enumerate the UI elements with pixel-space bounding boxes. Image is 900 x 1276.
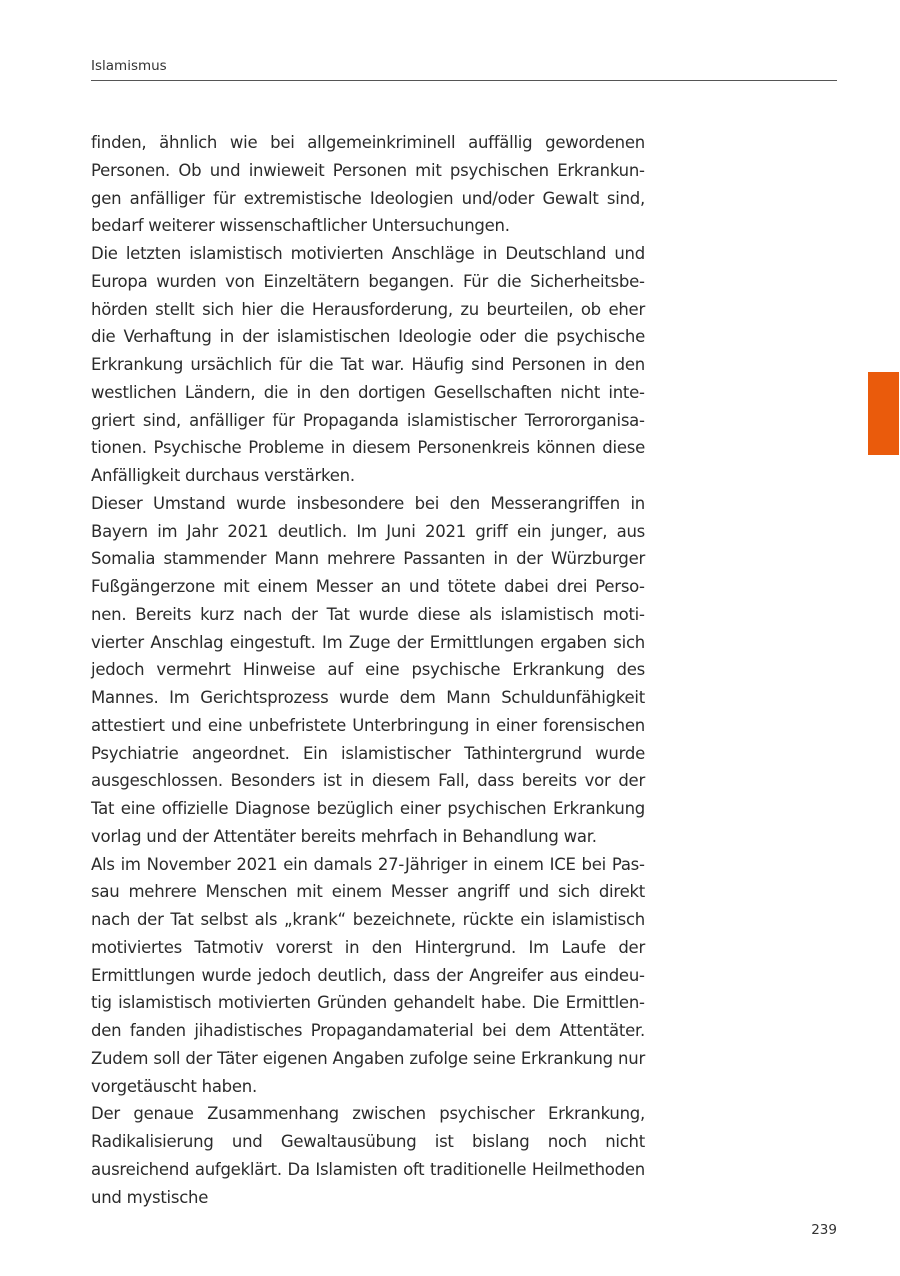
header-divider [91, 80, 837, 81]
paragraph: Der genaue Zusammenhang zwischen psychischer Erkrankung, Radikalisierung und Gewaltausübung ist bislang noch nicht ausreichend aufgeklärt. Da Islamisten oft traditionelle Heilmethoden und mystische [91, 1104, 645, 1207]
running-header: Islamismus [91, 58, 167, 74]
paragraph: finden, ähnlich wie bei allgemeinkriminell auffällig gewordenen Personen. Ob und inwieweit Personen mit psychischen Erkrankungen anfälliger für extremistische Ideologien und/oder Gewalt sind, bedarf weiterer wissenschaftlicher Untersuchungen. [91, 133, 645, 236]
chapter-marker-tab [868, 372, 899, 455]
paragraph: Die letzten islamistisch motivierten Anschläge in Deutschland und Europa wurden von Einzeltätern begangen. Für die Sicherheitsbehörden stellt sich hier die Herausforderung, zu beurteilen, ob eher die Verhaftung in der islamistischen Ideologie oder die psychische Erkrankung ursächlich für die Tat war. Häufig sind Personen in den westlichen Ländern, die in den dortigen Gesellschaften nicht integriert sind, anfälliger für Propaganda islamistischer Terrororganisationen. Psychische Probleme in diesem Personenkreis können diese Anfälligkeit durchaus verstärken. [91, 244, 645, 485]
paragraph: Als im November 2021 ein damals 27-Jähriger in einem ICE bei Passau mehrere Menschen mit einem Messer angriff und sich direkt nach der Tat selbst als „krank“ bezeichnete, rückte ein islamistisch motiviertes Tatmotiv vorerst in den Hintergrund. Im Laufe der Ermittlungen wurde jedoch deutlich, dass der Angreifer aus eindeutig islamistisch motivierten Gründen gehandelt habe. Die Ermittlenden fanden jihadistisches Propagandamaterial bei dem Attentäter. Zudem soll der Täter eigenen Angaben zufolge seine Erkrankung nur vorgetäuscht haben. [91, 854, 645, 1096]
page-number: 239 [811, 1222, 837, 1238]
body-text [91, 129, 645, 1211]
paragraph: Dieser Umstand wurde insbesondere bei den Messerangriffen in Bayern im Jahr 2021 deutlich. Im Juni 2021 griff ein junger, aus Somalia stammender Mann mehrere Passanten in der Würzburger Fußgängerzone mit einem Messer an und tötete dabei drei Personen. Bereits kurz nach der Tat wurde diese als islamistisch motivierter Anschlag eingestuft. Im Zuge der Ermittlungen ergaben sich jedoch vermehrt Hinweise auf eine psychische Erkrankung des Mannes. Im Gerichtsprozess wurde dem Mann Schuldunfähigkeit attestiert und eine unbefristete Unterbringung in einer forensischen Psychiatrie angeordnet. Ein islamistischer Tathintergrund wurde ausgeschlossen. Besonders ist in diesem Fall, dass bereits vor der Tat eine offizielle Diagnose bezüglich einer psychischen Erkrankung vorlag und der Attentäter bereits mehrfach in Behandlung war. [91, 493, 645, 846]
